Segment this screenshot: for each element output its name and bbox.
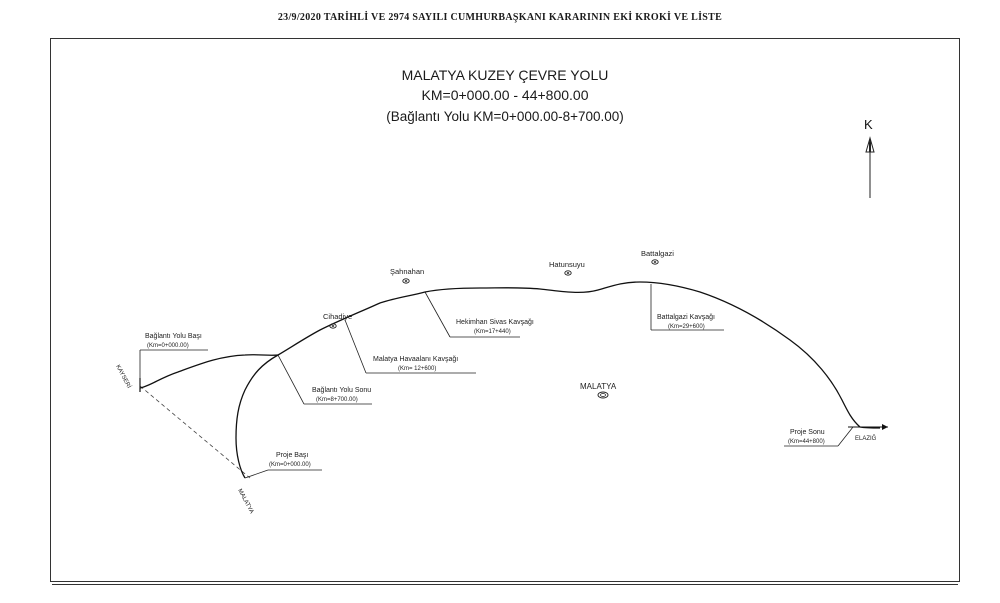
east-arrow-icon — [882, 424, 888, 430]
circle-town-icon — [652, 260, 658, 264]
callout-connection-start — [140, 333, 208, 388]
north-arrow-icon — [866, 138, 874, 198]
town-cihadiye: Cihadiye — [323, 312, 353, 321]
map-connection-km-range: (Bağlantı Yolu KM=0+000.00-8+700.00) — [386, 109, 624, 124]
callout-battalgazi-junction — [651, 284, 724, 330]
callout-airport-junction-km: (Km= 12+600) — [398, 366, 437, 372]
circle-town-icon — [565, 271, 571, 275]
city-icon — [598, 392, 608, 398]
town-sahnahan: Şahnahan — [390, 267, 425, 276]
city-malatya: MALATYA — [580, 382, 617, 391]
direction-elazig: ELAZIĞ — [855, 436, 877, 442]
map-title: MALATYA KUZEY ÇEVRE YOLU — [401, 67, 609, 83]
callout-hekimhan-junction-name: Hekimhan Sivas Kavşağı — [456, 319, 534, 326]
callout-project-start — [245, 452, 322, 478]
callout-project-end-km: (Km=44+800) — [788, 439, 825, 445]
callout-project-end-name: Proje Sonu — [790, 429, 825, 436]
document-header: 23/9/2020 TARİHLİ VE 2974 SAYILI CUMHURBAŞKANI KARARININ EKİ KROKİ VE LİSTE — [277, 12, 723, 23]
existing-road-dashed — [140, 386, 250, 478]
callout-connection-end — [278, 355, 372, 404]
north-label: K — [864, 117, 873, 132]
circle-town-icon — [403, 279, 409, 283]
direction-kayseri: KAYSERİ — [114, 364, 132, 390]
direction-malatya: MALATYA — [236, 488, 255, 515]
callout-hekimhan-junction — [425, 292, 534, 337]
callout-battalgazi-junction-name: Battalgazi Kavşağı — [657, 314, 715, 321]
callout-project-start-name: Proje Başı — [276, 452, 309, 459]
map-km-range: KM=0+000.00 - 44+800.00 — [421, 87, 589, 103]
callout-battalgazi-junction-km: (Km=29+600) — [668, 324, 705, 330]
callout-connection-start-name: Bağlantı Yolu Başı — [145, 333, 202, 340]
callout-airport-junction — [345, 320, 476, 373]
town-hatunsuyu: Hatunsuyu — [549, 260, 585, 269]
town-battalgazi: Battalgazi — [641, 249, 674, 258]
callout-connection-start-km: (Km=0+000.00) — [147, 343, 189, 349]
callout-hekimhan-junction-km: (Km=17+440) — [474, 329, 511, 335]
callout-project-end — [784, 427, 853, 446]
callout-connection-end-name: Bağlantı Yolu Sonu — [312, 387, 372, 394]
callout-project-start-km: (Km=0+000.00) — [269, 462, 311, 468]
callout-connection-end-km: (Km=8+700.00) — [316, 397, 358, 403]
callout-airport-junction-name: Malatya Havaalanı Kavşağı — [373, 356, 459, 363]
